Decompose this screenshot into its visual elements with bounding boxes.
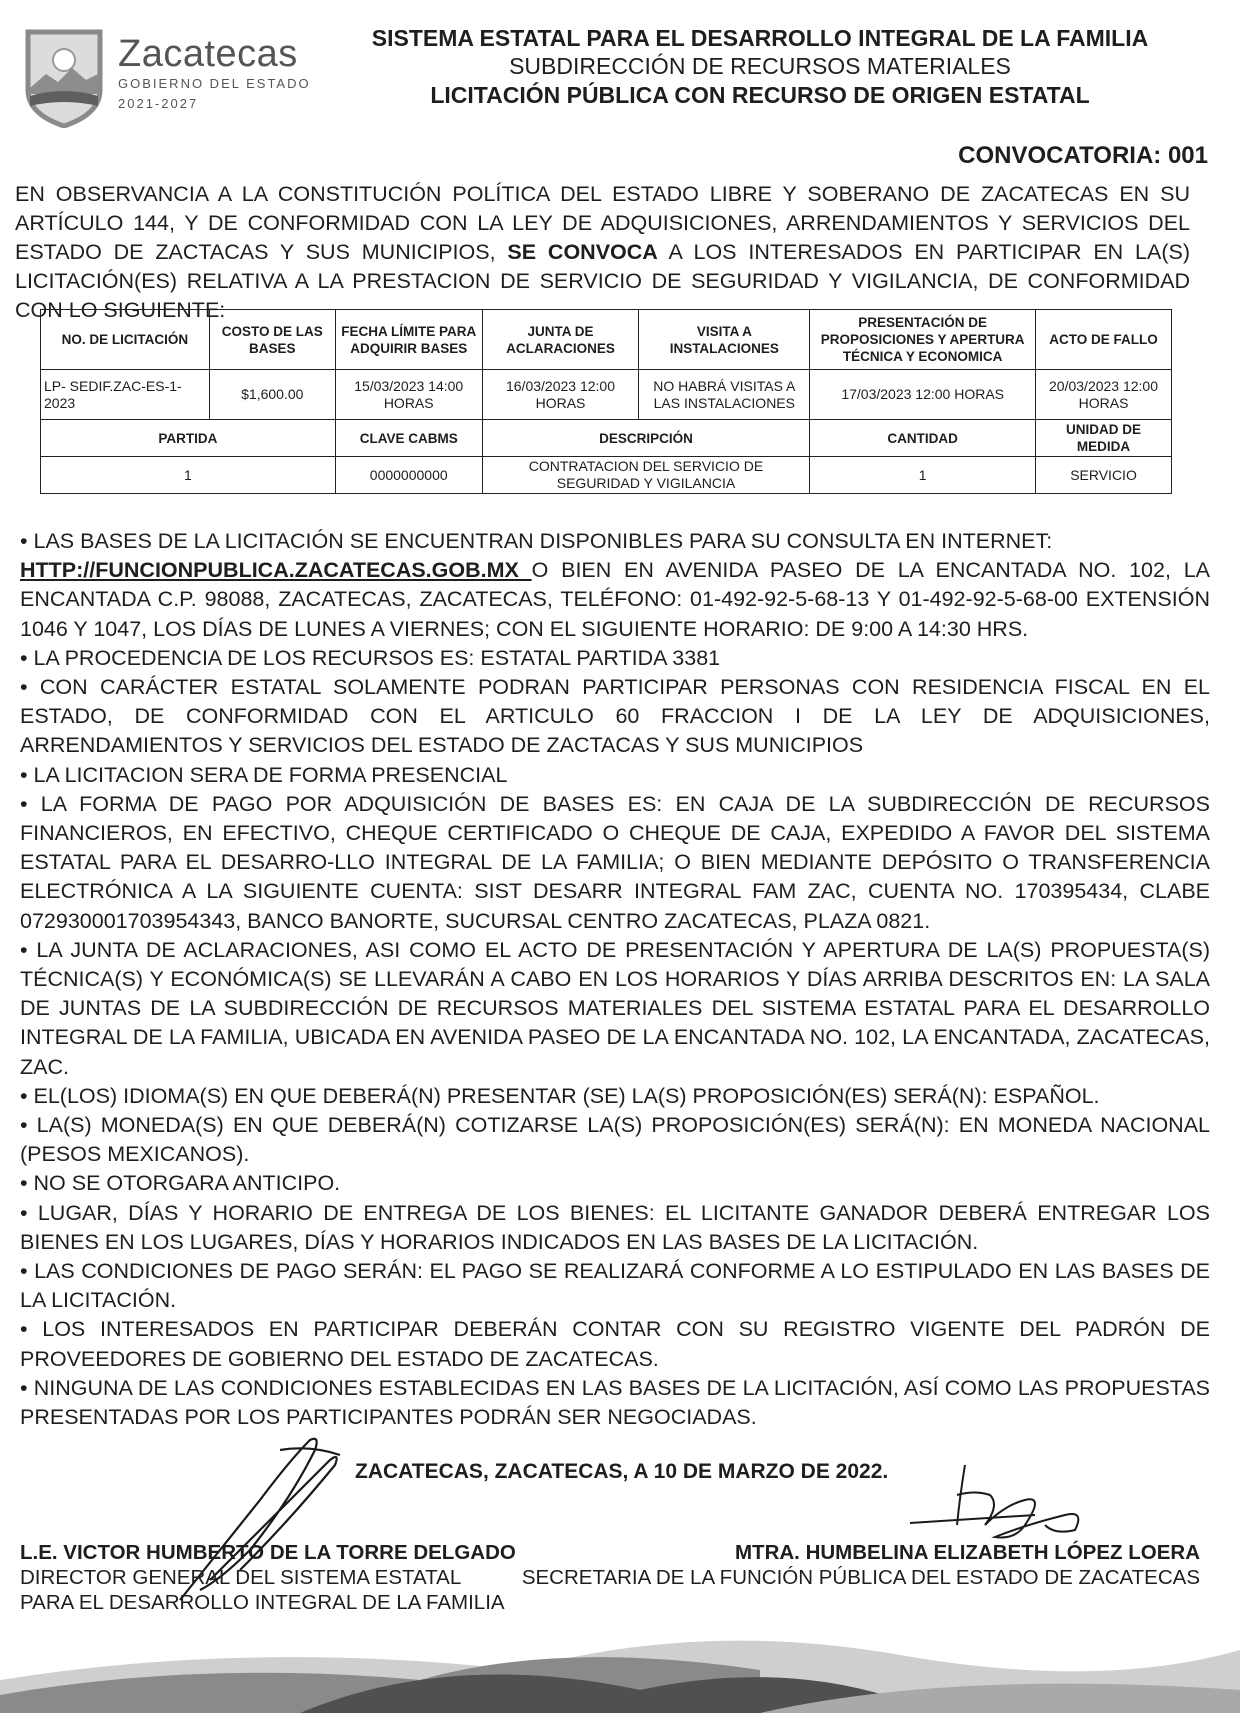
th-presentacion: PRESENTACIÓN DE PROPOSICIONES Y APERTURA TÉCNICA Y ECONOMICA <box>810 310 1036 370</box>
table-row <box>41 370 1172 420</box>
tender-table <box>40 309 1172 494</box>
bullet-negociacion: • NINGUNA DE LAS CONDICIONES ESTABLECIDAS EN LAS BASES DE LA LICITACIÓN, ASÍ COMO LAS PROPUESTAS PRESENTADAS POR LOS PARTICIPANTES PODRÁN SER NEGOCIADAS. <box>20 1375 1210 1430</box>
bullet-caracter-estatal: • CON CARÁCTER ESTATAL SOLAMENTE PODRAN PARTICIPAR PERSONAS CON RESIDENCIA FISCAL EN EL ESTADO, DE CONFORMIDAD CON EL ARTICULO 60 FRACCION I DE LA LEY DE ADQUISICIONES, ARRENDAMIENTOS Y SERVICIOS DEL ESTADO DE ZACTACAS Y SUS MUNICIPIOS <box>20 675 1210 758</box>
td-visita-instalaciones: NO HABRÁ VISITAS A LAS INSTALACIONES <box>639 370 810 420</box>
th-visita-instalaciones: VISITA A INSTALACIONES <box>639 310 810 370</box>
bullet-presencial: • LA LICITACION SERA DE FORMA PRESENCIAL <box>20 762 508 787</box>
bullet-anticipo: • NO SE OTORGARA ANTICIPO. <box>20 1171 341 1196</box>
td-cantidad: 1 <box>810 457 1036 494</box>
bullet-recursos: • LA PROCEDENCIA DE LOS RECURSOS ES: ESTATAL PARTIDA 3381 <box>20 645 721 670</box>
signature-right-icon <box>905 1455 1095 1545</box>
td-acto-fallo: 20/03/2023 12:00 HORAS <box>1036 370 1172 420</box>
td-no-licitacion: LP- SEDIF.ZAC-ES-1-2023 <box>41 370 210 420</box>
logo-line2: 2021-2027 <box>118 96 199 111</box>
td-clave-cabms: 0000000000 <box>335 457 482 494</box>
conditions-list <box>20 527 1210 1432</box>
bullet-moneda: • LA(S) MONEDA(S) EN QUE DEBERÁ(N) COTIZARSE LA(S) PROPOSICIÓN(ES) SERÁ(N): EN MONEDA NACIONAL (PESOS MEXICANOS). <box>20 1113 1210 1167</box>
convocatoria-number: CONVOCATORIA: 001 <box>958 142 1208 169</box>
intro-bold: SE CONVOCA <box>507 240 658 264</box>
td-descripcion: CONTRATACION DEL SERVICIO DE SEGURIDAD Y VIGILANCIA <box>482 457 810 494</box>
header-institution: SISTEMA ESTATAL PARA EL DESARROLLO INTEGRAL DE LA FAMILIA <box>371 25 1149 51</box>
th-partida: PARTIDA <box>41 420 336 457</box>
header-tender-type: LICITACIÓN PÚBLICA CON RECURSO DE ORIGEN ESTATAL <box>430 82 1090 108</box>
shield-emblem-icon <box>24 28 104 128</box>
th-costo-bases: COSTO DE LAS BASES <box>209 310 335 370</box>
bullet-condiciones-pago: • LAS CONDICIONES DE PAGO SERÁN: EL PAGO SE REALIZARÁ CONFORME A LO ESTIPULADO EN LAS BASES DE LA LICITACIÓN. <box>20 1259 1210 1313</box>
bullet-bases-intro: • LAS BASES DE LA LICITACIÓN SE ENCUENTRAN DISPONIBLES PARA SU CONSULTA EN INTERNET: <box>20 529 1053 553</box>
bullet-idioma: • EL(LOS) IDIOMA(S) EN QUE DEBERÁ(N) PRESENTAR (SE) LA(S) PROPOSICIÓN(ES) SERÁ(N): ESPAÑOL. <box>20 1083 1100 1108</box>
th-unidad-medida: UNIDAD DE MEDIDA <box>1036 420 1172 457</box>
th-descripcion: DESCRIPCIÓN <box>482 420 810 457</box>
td-presentacion: 17/03/2023 12:00 HORAS <box>810 370 1036 420</box>
th-cantidad: CANTIDAD <box>810 420 1036 457</box>
footer-mountains <box>0 1600 1240 1713</box>
table-row <box>41 457 1172 494</box>
signatory-right-name: MTRA. HUMBELINA ELIZABETH LÓPEZ LOERA <box>734 1541 1200 1564</box>
th-no-licitacion: NO. DE LICITACIÓN <box>41 310 210 370</box>
th-clave-cabms: CLAVE CABMS <box>335 420 482 457</box>
td-partida: 1 <box>41 457 336 494</box>
bullet-junta: • LA JUNTA DE ACLARACIONES, ASI COMO EL ACTO DE PRESENTACIÓN Y APERTURA DE LA(S) PROPUESTA(S) TÉCNICA(S) Y ECONÓMICA(S) SE LLEVARÁN A CABO EN LOS HORARIOS Y DÍAS ARRIBA DESCRITOS EN: LA SALA DE JUNTAS DE LA SUBDIRECCIÓN DE RECURSOS MATERIALES DEL SISTEMA ESTATAL PARA EL DESARROLLO INTEGRAL DE LA FAMILIA, UBICADA EN AVENIDA PASEO DE LA ENCANTADA NO. 102, LA ENCANTADA, ZACATECAS, ZAC. <box>20 937 1210 1079</box>
intro-text-1: EN OBSERVANCIA A LA CONSTITUCIÓN POLÍTICA DEL ESTADO LIBRE Y SOBERANO DE ZACATECAS EN SU ARTÍCULO 144, Y DE CONFORMIDAD CON LA LEY DE ADQUISICIONES, ARRENDAMIENTOS Y SERVICIOS DEL ESTADO DE ZACTACAS Y SUS MUNICIPIOS, <box>15 182 1190 264</box>
logo-line1: GOBIERNO DEL ESTADO <box>118 76 311 91</box>
td-unidad-medida: SERVICIO <box>1036 457 1172 494</box>
td-fecha-limite: 15/03/2023 14:00 HORAS <box>335 370 482 420</box>
table-header-row-2 <box>41 420 1172 457</box>
td-costo-bases: $1,600.00 <box>209 370 335 420</box>
signatory-left-title-2: PARA EL DESARROLLO INTEGRAL DE LA FAMILIA <box>20 1591 505 1614</box>
bullet-bases <box>20 527 1210 644</box>
zacatecas-logo <box>24 28 324 140</box>
bullet-forma-pago: • LA FORMA DE PAGO POR ADQUISICIÓN DE BASES ES: EN CAJA DE LA SUBDIRECCIÓN DE RECURSOS FINANCIEROS, EN EFECTIVO, CHEQUE CERTIFICADO O CHEQUE DE CAJA, EXPEDIDO A FAVOR DEL SISTEMA ESTATAL PARA EL DESARRO-LLO INTEGRAL DE LA FAMILIA; O BIEN MEDIANTE DEPÓSITO O TRANSFERENCIA ELECTRÓNICA A LA SIGUIENTE CUENTA: SIST DESARR INTEGRAL FAM ZAC, CUENTA NO. 170395434, CLABE 072930001703954343, BANCO BANORTE, SUCURSAL CENTRO ZACATECAS, PLAZA 0821. <box>20 791 1210 933</box>
signatory-left-name: L.E. VICTOR HUMBERTO DE LA TORRE DELGADO <box>20 1541 516 1564</box>
funcionpublica-link[interactable]: HTTP://FUNCIONPUBLICA.ZACATECAS.GOB.MX <box>20 558 532 583</box>
bullet-bases-detail: O BIEN EN AVENIDA PASEO DE LA ENCANTADA NO. 102, LA ENCANTADA C.P. 98088, ZACATECAS, ZACATECAS, TELÉFONO: 01-492-92-5-68-13 Y 01-492-92-5-68-00 EXTENSIÓN 1046 Y 1047, LOS DÍAS DE LUNES A VIERNES; CON EL SIGUIENTE HORARIO: DE 9:00 A 14:30 HRS. <box>20 558 1211 641</box>
header-subdirection: SUBDIRECCIÓN DE RECURSOS MATERIALES <box>509 53 1011 79</box>
bullet-registro: • LOS INTERESADOS EN PARTICIPAR DEBERÁN CONTAR CON SU REGISTRO VIGENTE DEL PADRÓN DE PROVEEDORES DE GOBIERNO DEL ESTADO DE ZACATECAS. <box>20 1317 1210 1371</box>
th-junta-aclaraciones: JUNTA DE ACLARACIONES <box>482 310 639 370</box>
place-and-date: ZACATECAS, ZACATECAS, A 10 DE MARZO DE 2022. <box>355 1460 889 1483</box>
table-header-row <box>41 310 1172 370</box>
intro-paragraph <box>15 180 1190 325</box>
bullet-entrega: • LUGAR, DÍAS Y HORARIO DE ENTREGA DE LOS BIENES: EL LICITANTE GANADOR DEBERÁ ENTREGAR LOS BIENES EN LOS LUGARES, DÍAS Y HORARIOS INDICADOS EN LAS BASES DE LA LICITACIÓN. <box>20 1200 1210 1254</box>
logo-name: Zacatecas <box>118 33 298 75</box>
intro-text-2: A LOS INTERESADOS EN PARTICIPAR EN LA(S) LICITACIÓN(ES) RELATIVA A LA PRESTACION DE SERVICIO DE SEGURIDAD Y VIGILANCIA, DE CONFORMIDAD CON LO SIGUIENTE: <box>15 240 1190 322</box>
td-junta-aclaraciones: 16/03/2023 12:00 HORAS <box>482 370 639 420</box>
th-acto-fallo: ACTO DE FALLO <box>1036 310 1172 370</box>
signatory-right <box>522 1540 1200 1590</box>
th-fecha-limite: FECHA LÍMITE PARA ADQUIRIR BASES <box>335 310 482 370</box>
signatory-left-title-1: DIRECTOR GENERAL DEL SISTEMA ESTATAL <box>20 1566 462 1589</box>
signatory-right-title: SECRETARIA DE LA FUNCIÓN PÚBLICA DEL ESTADO DE ZACATECAS <box>521 1566 1200 1589</box>
